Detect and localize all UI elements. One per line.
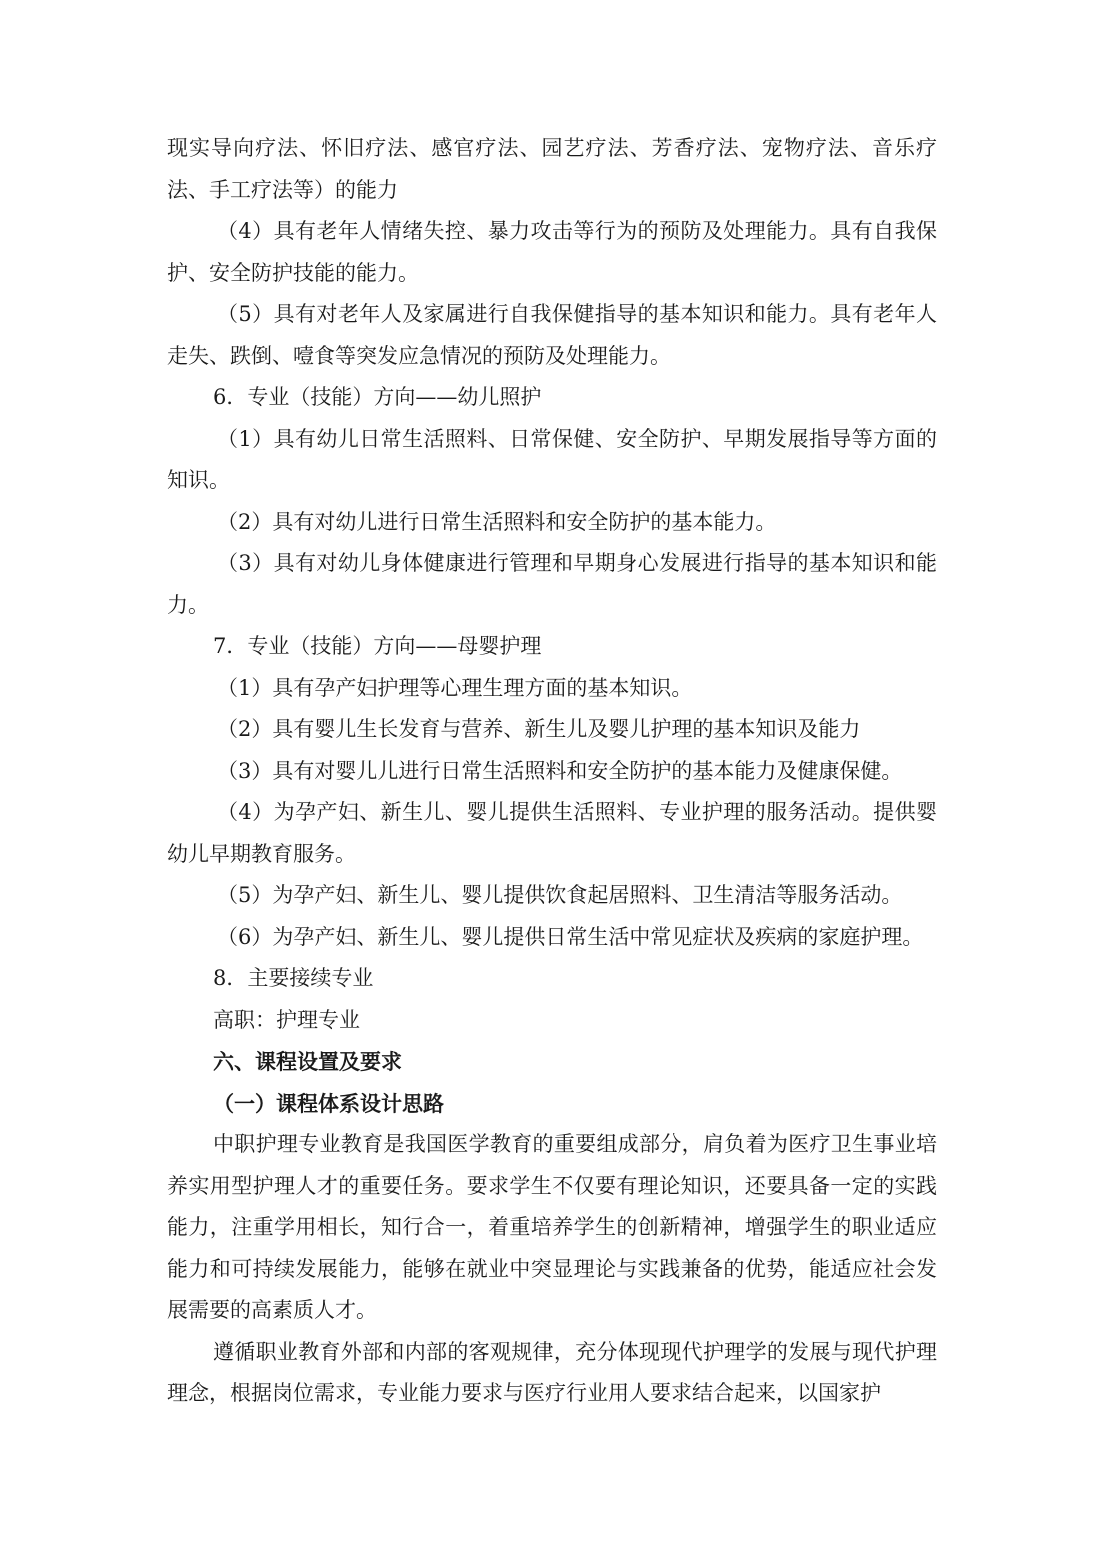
paragraph-elderly-health-guidance: （5）具有对老年人及家属进行自我保健指导的基本知识和能力。具有老年人走失、跌倒、噎食等突发应急情况的预防及处理能力。 [167,302,937,368]
paragraph-maternal-4: （4）为孕产妇、新生儿、婴儿提供生活照料、专业护理的服务活动。提供婴幼儿早期教育服务。 [167,800,937,866]
subheading-curriculum-design: （一）课程体系设计思路 [213,1090,444,1116]
paragraph-maternal-6: （6）为孕产妇、新生儿、婴儿提供日常生活中常见症状及疾病的家庭护理。 [217,924,924,949]
paragraph-infant-care-3: （3）具有对幼儿身体健康进行管理和早期身心发展进行指导的基本知识和能力。 [167,551,937,617]
section-heading-continuing-major: 8．主要接续专业 [213,966,374,990]
paragraph-elderly-behavior: （4）具有老年人情绪失控、暴力攻击等行为的预防及处理能力。具有自我保护、安全防护技能的能力。 [167,219,937,285]
paragraph-vocational-principles: 遵循职业教育外部和内部的客观规律，充分体现现代护理学的发展与现代护理理念，根据岗位需求，专业能力要求与医疗行业用人要求结合起来，以国家护 [167,1339,937,1405]
chapter-heading-curriculum: 六、课程设置及要求 [213,1049,402,1074]
paragraph-maternal-1: （1）具有孕产妇护理等心理生理方面的基本知识。 [217,675,693,700]
section-heading-infant-care: 6．专业（技能）方向——幼儿照护 [213,385,542,409]
paragraph-maternal-2: （2）具有婴儿生长发育与营养、新生儿及婴儿护理的基本知识及能力 [217,717,861,741]
paragraph-maternal-3: （3）具有对婴儿儿进行日常生活照料和安全防护的基本能力及健康保健。 [217,758,903,783]
paragraph-therapy-methods: 现实导向疗法、怀旧疗法、感官疗法、园艺疗法、芳香疗法、宠物疗法、音乐疗法、手工疗法等）的能力 [167,136,937,202]
paragraph-maternal-5: （5）为孕产妇、新生儿、婴儿提供饮食起居照料、卫生清洁等服务活动。 [217,883,903,907]
section-heading-maternal-infant: 7．专业（技能）方向——母婴护理 [213,634,542,658]
document-body [167,128,937,1415]
paragraph-higher-vocational: 高职：护理专业 [213,1007,360,1032]
paragraph-nursing-education: 中职护理专业教育是我国医学教育的重要组成部分，肩负着为医疗卫生事业培养实用型护理人才的重要任务。要求学生不仅要有理论知识，还要具备一定的实践能力，注重学用相长，知行合一，着重培养学生的创新精神，增强学生的职业适应能力和可持续发展能力，能够在就业中突显理论与实践兼备的优势，能适应社会发展需要的高素质人才。 [167,1132,937,1322]
paragraph-infant-care-1: （1）具有幼儿日常生活照料、日常保健、安全防护、早期发展指导等方面的知识。 [167,426,937,492]
paragraph-infant-care-2: （2）具有对幼儿进行日常生活照料和安全防护的基本能力。 [217,509,777,534]
